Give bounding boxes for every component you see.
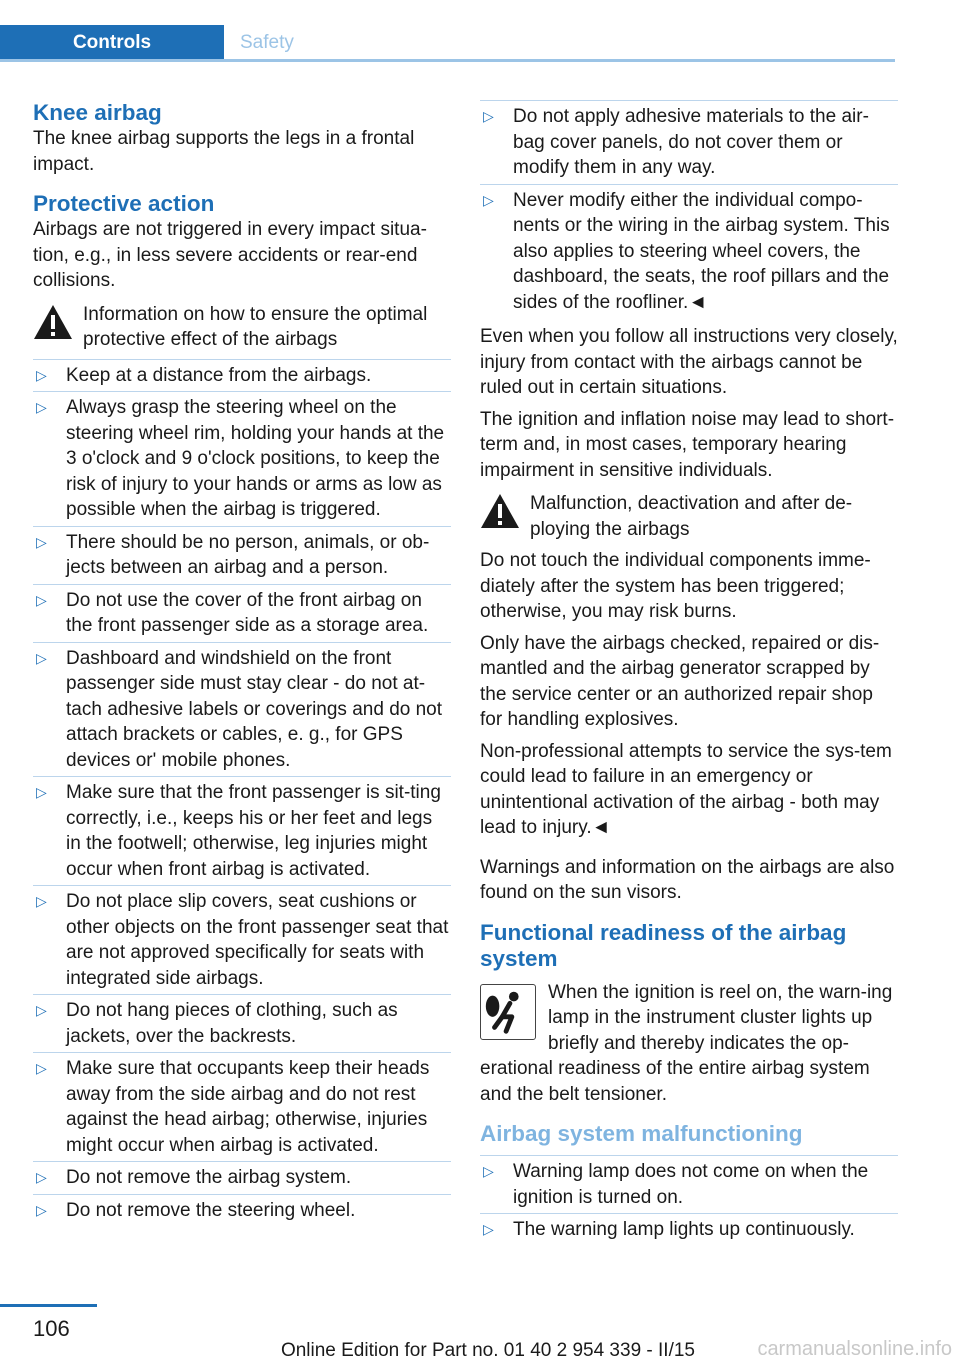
warning-text: Malfunction, deactivation and after de-ploying the airbags [530,493,853,540]
list-item: ▷ Make sure that the front passenger is sit-ting correctly, i.e., keeps his or her feet and legs in the footwell; otherwise, leg injuries might occur when front airbag is activated. [33,776,451,885]
page-number: 106 [33,1316,70,1341]
bullet-triangle-icon: ▷ [36,1060,47,1076]
warning-triangle-icon [480,493,520,529]
tab-safety[interactable]: Safety [224,25,324,61]
right-column [480,100,898,1246]
left-column [33,100,451,1226]
safety-list [33,359,451,1227]
airbag-warning-lamp-icon [480,984,536,1040]
protective-action-heading: Protective action [33,191,215,216]
bullet-triangle-icon: ▷ [36,591,47,608]
list-item: ▷ There should be no person, animals, or ob-jects between an airbag and a person. [33,526,451,584]
tab-controls[interactable]: Controls [0,25,224,61]
functional-readiness-heading: Functional readiness of the airbag system [480,919,847,971]
bullet-triangle-icon: ▷ [36,1201,47,1218]
header-tabs [0,25,324,61]
protective-action-text: Airbags are not triggered in every impact situa-tion, e.g., in less severe accidents or rear-end collisions. [33,219,427,291]
bullet-triangle-icon: ▷ [36,649,47,666]
list-item: ▷ Do not remove the steering wheel. [33,1194,451,1227]
paragraph: Warnings and information on the airbags are also found on the sun visors. [480,856,895,903]
list-item: ▷ Make sure that occupants keep their heads away from the side airbag and do not rest against the head airbag; otherwise, injuries might occur when airbag is activated. [33,1052,451,1161]
warning-note [480,491,898,542]
list-item: ▷ Always grasp the steering wheel on the steering wheel rim, holding your hands at the 3 o'clock and 9 o'clock positions, to keep the risk of injury to your hands or arms as low as possible when the airbag is triggered. [33,391,451,526]
list-item: ▷ Never modify either the individual compo-nents or the wiring in the airbag system. This also applies to steering wheel covers, the dashboard, the seats, the roof pillars and the sides of the roofliner.◄ [480,184,898,319]
bullet-triangle-icon: ▷ [36,399,47,415]
warning-text: Information on how to ensure the optimal protective effect of the airbags [83,303,428,350]
list-item: ▷ Do not remove the airbag system. [33,1161,451,1194]
bullet-triangle-icon: ▷ [483,1163,494,1179]
functional-readiness-text: When the ignition is reel on, the warn-ing lamp in the instrument cluster lights up briefly and thereby indicates the op-erational readiness of the entire airbag system and the belt tensioner. [480,981,893,1105]
airbag-malfunction-heading: Airbag system malfunctioning [480,1121,803,1146]
list-item: ▷ Do not apply adhesive materials to the air-bag cover panels, do not cover them or modify them in any way. [480,100,898,184]
watermark: carmanualsonline.info [757,1338,952,1360]
bullet-triangle-icon: ▷ [36,784,47,800]
bullet-triangle-icon: ▷ [36,366,47,383]
malfunction-list [480,1155,898,1246]
bullet-triangle-icon: ▷ [36,533,47,550]
functional-readiness-text-block [480,980,898,1108]
list-item: ▷ Dashboard and windshield on the front passenger side must stay clear - do not at-tach adhesive labels or coverings and do not attach brackets or cables, e. g., for GPS devices or' mobile phones. [33,642,451,777]
list-item: ▷ Keep at a distance from the airbags. [33,359,451,392]
bullet-triangle-icon: ▷ [483,191,494,208]
warning-note [33,302,451,353]
header-divider [0,59,895,62]
bullet-triangle-icon: ▷ [36,1002,47,1018]
bullet-triangle-icon: ▷ [483,108,494,124]
paragraph: The ignition and inflation noise may lead to short-term and, in most cases, temporary hearing impairment in sensitive individuals. [480,408,895,481]
bullet-triangle-icon: ▷ [483,1221,494,1237]
paragraph: Do not touch the individual components imme-diately after the system has been triggered; otherwise, you may risk burns. [480,550,871,622]
edition-text: Online Edition for Part no. 01 40 2 954 339 - II/15 [280,1340,695,1361]
paragraph: Only have the airbags checked, repaired or dis-mantled and the airbag generator scrapped by the service center or an authorized repair shop for handling explosives. [480,632,880,730]
knee-airbag-text: The knee airbag supports the legs in a frontal impact. [33,128,415,175]
list-item: ▷ The warning lamp lights up continuously. [480,1213,898,1246]
bullet-triangle-icon: ▷ [36,893,47,909]
bullet-triangle-icon: ▷ [36,1169,47,1185]
footer-divider [0,1304,97,1307]
paragraph: Non-professional attempts to service the sys-tem could lead to failure in an emergency or unintentional activation of the airbag - both may lead to injury.◄ [480,740,892,838]
list-item: ▷ Do not hang pieces of clothing, such as jackets, over the backrests. [33,994,451,1052]
knee-airbag-heading: Knee airbag [33,100,162,125]
warning-triangle-icon [33,304,73,340]
list-item: ▷ Warning lamp does not come on when the ignition is turned on. [480,1155,898,1213]
list-item: ▷ Do not use the cover of the front airbag on the front passenger side as a storage area. [33,584,451,642]
list-item: ▷ Do not place slip covers, seat cushions or other objects on the front passenger seat that are not approved specifically for seats with integrated side airbags. [33,885,451,994]
safety-list-continued [480,100,898,318]
paragraph: Even when you follow all instructions very closely, injury from contact with the airbags cannot be ruled out in certain situations. [480,326,898,398]
